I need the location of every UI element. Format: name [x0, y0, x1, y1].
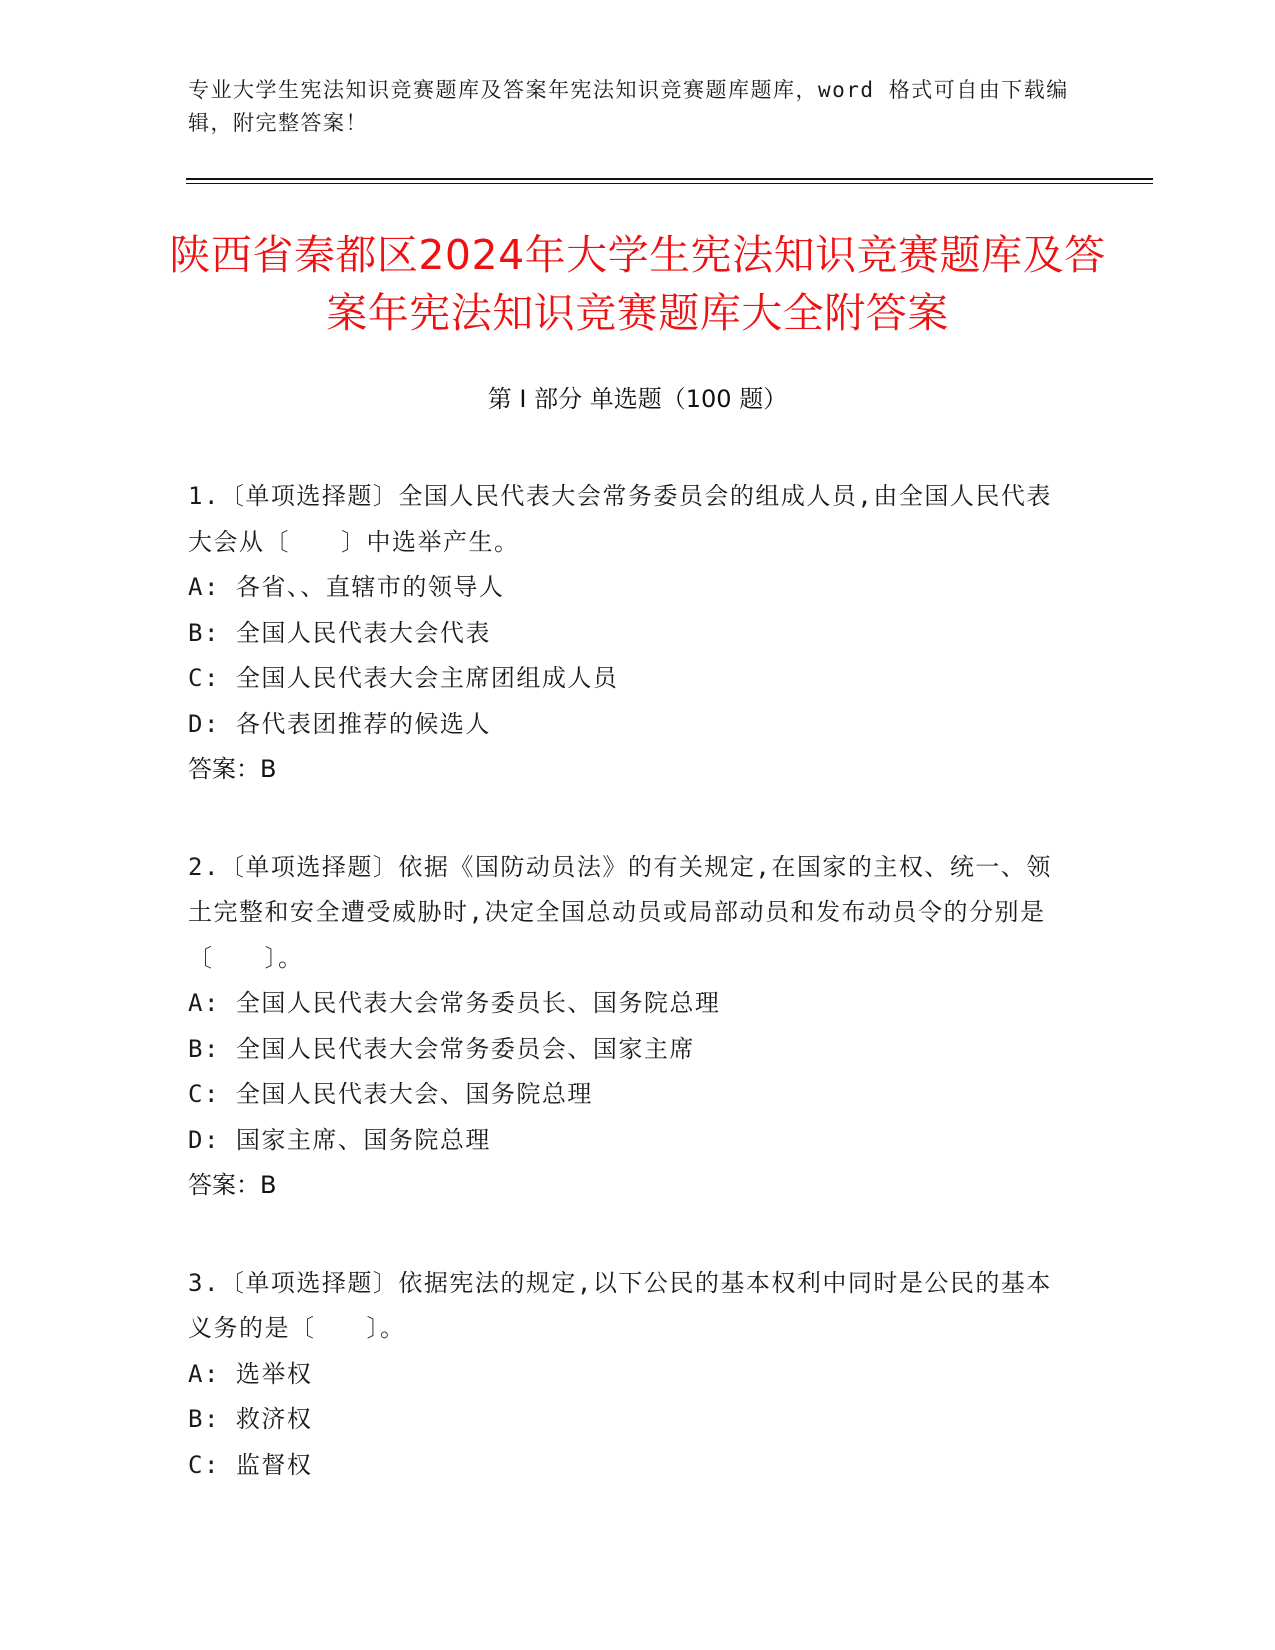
option-d: D: 国家主席、国务院总理	[188, 1125, 491, 1154]
option-b: B: 全国人民代表大会常务委员会、国家主席	[188, 1034, 695, 1063]
option-a: A: 全国人民代表大会常务委员长、国务院总理	[188, 989, 721, 1017]
option-c: C: 全国人民代表大会、国务院总理	[188, 1080, 593, 1108]
document-title: 陕西省秦都区2024年大学生宪法知识竞赛题库及答案年宪法知识竞赛题库大全附答案	[169, 231, 1106, 337]
option-a: A: 选举权	[188, 1359, 313, 1388]
option-c: C: 监督权	[188, 1450, 313, 1479]
header-note: 专业大学生宪法知识竞赛题库及答案年宪法知识竞赛题库题库，word 格式可自由下载编辑，附完整答案！	[188, 78, 1069, 135]
answer: 答案：B	[188, 1171, 277, 1199]
question-3	[188, 1261, 1068, 1489]
option-d: D: 各代表团推荐的候选人	[188, 709, 491, 738]
header-divider-thick	[186, 178, 1153, 180]
option-c: C: 全国人民代表大会主席团组成人员	[188, 664, 619, 692]
header-divider-thin	[186, 183, 1153, 184]
question-stem: 2.〔单项选择题〕依据《国防动员法》的有关规定,在国家的主权、统一、领土完整和安全遭受威胁时,决定全国总动员或局部动员和发布动员令的分别是〔 〕。	[188, 852, 1052, 972]
option-a: A: 各省、、直辖市的领导人	[188, 573, 505, 601]
section-heading: 第 I 部分 单选题（100 题）	[487, 385, 788, 413]
question-1	[188, 474, 1068, 793]
question-list	[188, 474, 1068, 1540]
question-stem: 3.〔单项选择题〕依据宪法的规定,以下公民的基本权利中同时是公民的基本义务的是〔 〕。	[188, 1268, 1052, 1342]
question-stem: 1.〔单项选择题〕全国人民代表大会常务委员会的组成人员,由全国人民代表大会从〔 〕中选举产生。	[188, 482, 1052, 556]
option-b: B: 救济权	[188, 1405, 313, 1433]
answer: 答案：B	[188, 755, 277, 783]
question-2	[188, 845, 1068, 1209]
option-b: B: 全国人民代表大会代表	[188, 618, 491, 647]
